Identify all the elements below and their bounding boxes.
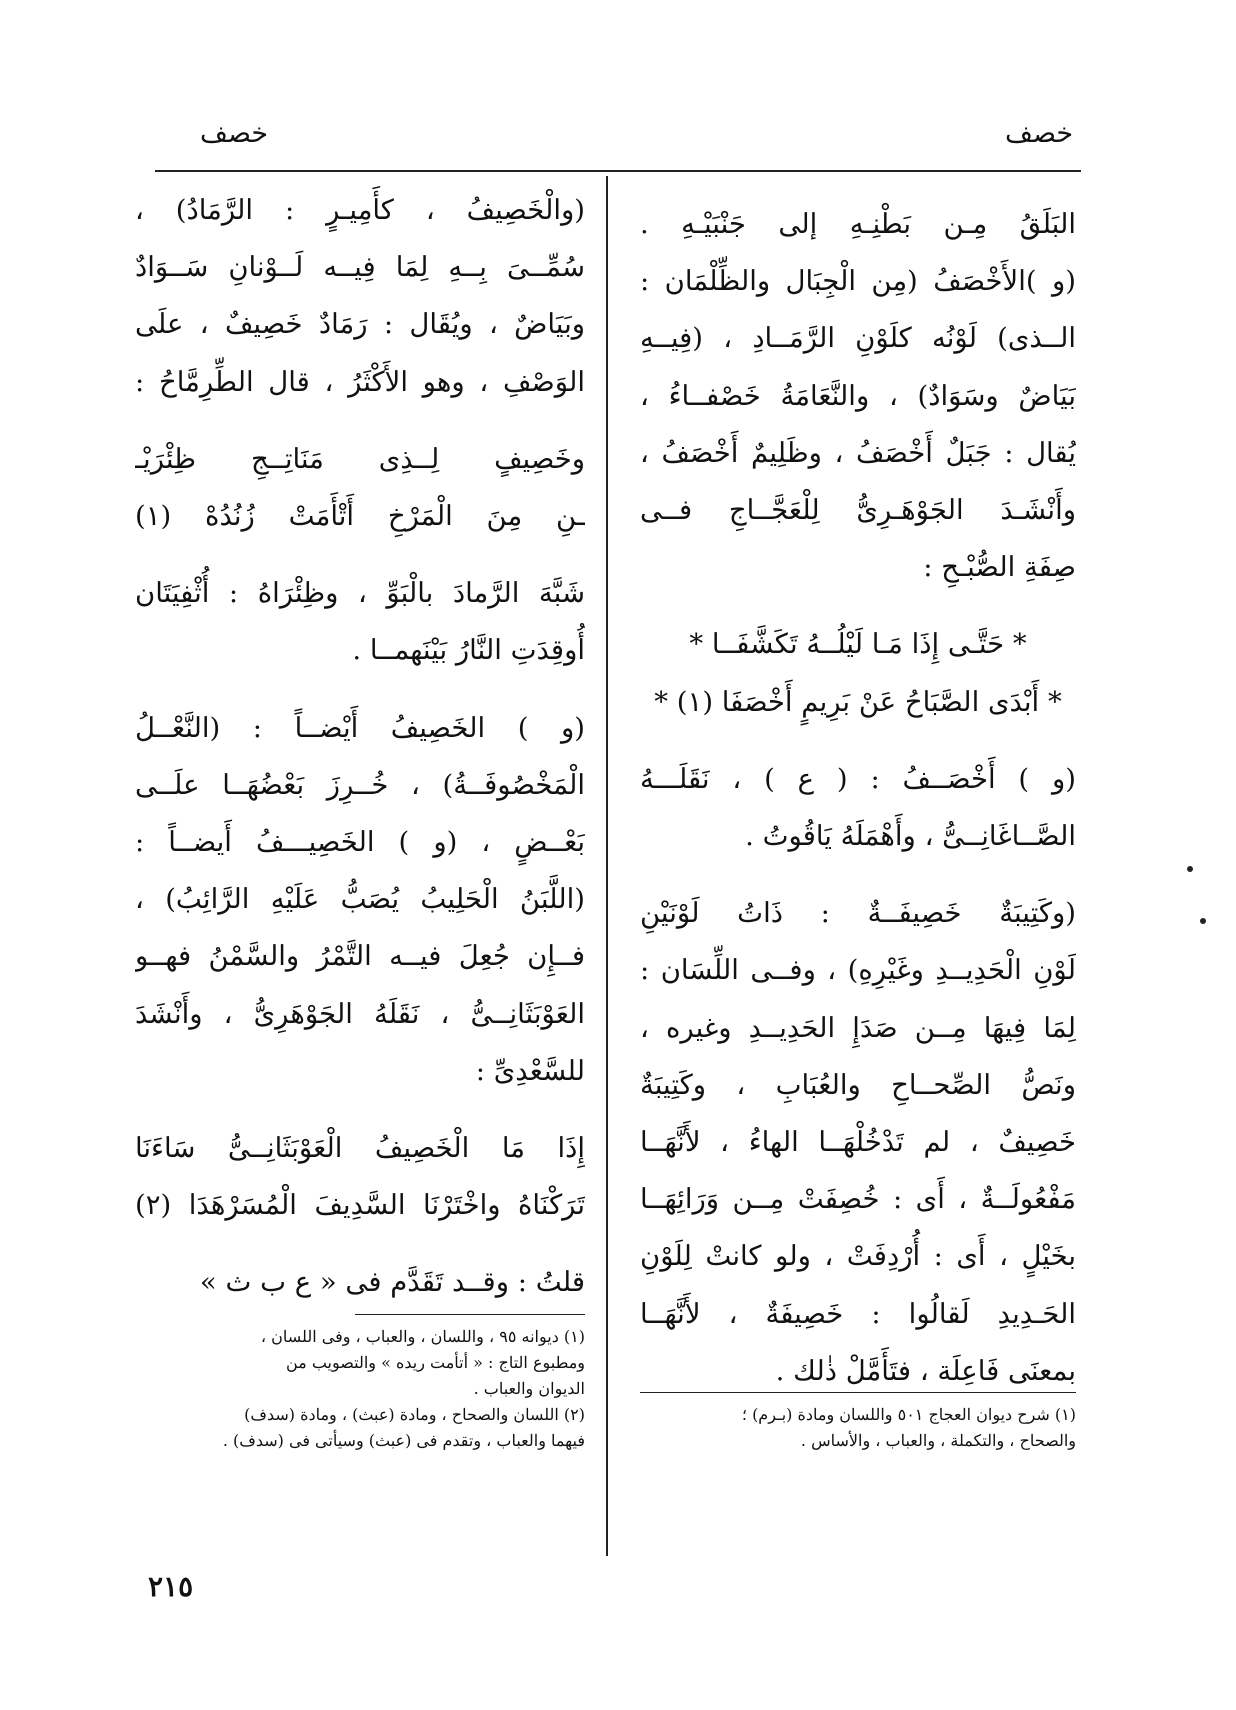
text-line: الصَّــاغَانِــىُّ ، وأَهْمَلَهُ يَاقُوتُ . xyxy=(745,820,1076,853)
text-line: لَوْنِ الْحَدِيــدِ وغَيْرِهِ) ، وفــى اللِّسَان : xyxy=(640,954,1076,987)
text-line: صِفَةِ الصُّبْـحِ : xyxy=(923,551,1076,584)
verse-line: وخَصِيفٍ لِــذِى مَنَاتِــجِ ظِئْرَيْـ xyxy=(135,442,585,475)
footnotes-left xyxy=(135,1324,585,1454)
text-line: الْمَخْصُوفَــةُ) ، خُــرِزَ بَعْضُهَــا علَــى xyxy=(135,768,585,801)
verse-line: * حَتَّـى إِذَا مَـا لَيْلُــهُ تَكَشَّفَــا * xyxy=(689,628,1027,661)
text-line: سُمِّــىَ بِــهِ لِمَا فِيــه لَــوْنانِ سَــوَادٌ xyxy=(135,251,585,284)
footnote-line: الديوان والعباب . xyxy=(473,1379,585,1398)
verse-line: * أَبْدَى الصَّبَاحُ عَنْ بَرِيمٍ أَخْصَفَا (١) * xyxy=(654,685,1062,718)
text-line: بَعْــضٍ ، (و ) الخَصِيـــفُ أَيضــاً : xyxy=(135,826,585,859)
text-line: وبَيَاضٌ ، ويُقَال : رَمَادٌ خَصِيفٌ ، علَى xyxy=(135,308,585,341)
text-line: بَيَاضٌ وسَوَادٌ) ، والنَّعَامَةُ خَصْفــاءُ ، xyxy=(640,379,1076,412)
text-line: (و )الأَخْصَفُ (مِن الْجِبَال والظِّلْمَان : xyxy=(640,265,1076,298)
header-rule xyxy=(155,170,1081,172)
footnote-rule-right xyxy=(640,1392,1076,1393)
text-line: أُوقِدَتِ النَّارُ بَيْنَهمــا . xyxy=(352,634,585,667)
footnote-line: والصحاح ، والتكملة ، والعباب ، والأساس . xyxy=(800,1431,1076,1450)
footnote-line: ومطبوع التاج : « أتأمت ريده » والتصويب من xyxy=(285,1353,585,1372)
verse-line: تَرَكْنَاهُ واخْتَرْنَا السَّدِيفَ الْمُسَرْهَدَا (٢) xyxy=(135,1189,585,1222)
text-line: العَوْبَثَانِــىُّ ، نَقَلَهُ الجَوْهَرِىُّ ، وأَنْشَدَ xyxy=(135,997,585,1030)
text-line: بمعنَى فَاعِلَة ، فتَأَمَّلْ ذٰلك . xyxy=(775,1354,1076,1387)
margin-mark xyxy=(1187,866,1193,872)
text-line: شَبَّهَ الرَّمادَ بالْبَوِّ ، وظِئْرَاهُ : أُثْفِيَتَان xyxy=(135,577,585,610)
text-line: لِمَا فِيهَا مِــن صَدَإِ الحَدِيــدِ وغيره ، xyxy=(640,1011,1076,1044)
footnote-rule-left xyxy=(355,1314,585,1315)
text-line: الوَصْفِ ، وهو الأَكْثَرُ ، قال الطِّرِمَّاحُ : xyxy=(135,365,585,398)
footnote-line: (١) شرح ديوان العجاج ٥٠١ واللسان ومادة (بـرم) ؛ xyxy=(741,1405,1076,1424)
text-line: قلتُ : وقــد تَقَدَّم فى « ع ب ث » xyxy=(199,1266,585,1299)
text-line: خَصِيفٌ ، لم تَدْخُلْهَــا الهاءُ ، لأَنَّهَــا xyxy=(640,1126,1076,1159)
margin-mark xyxy=(1200,918,1206,924)
text-line: البَلَقُ مِـن بَطْنِـهِ إلى جَنْبَيْـهِ . xyxy=(640,208,1076,240)
text-line: الــذى) لَوْنُه كلَوْنِ الرَّمَــادِ ، (فِيــهِ xyxy=(640,322,1076,355)
right-column xyxy=(640,196,1076,1400)
page-number: ٢١٥ xyxy=(148,1570,194,1603)
text-line: بخَيْلٍ ، أَى : أُرْدِفَتْ ، ولو كانتْ لِلَوْنِ xyxy=(640,1240,1076,1273)
running-header-left: خصف xyxy=(200,118,269,149)
footnote-line: (٢) اللسان والصحاح ، ومادة (عبث) ، ومادة (سدف) xyxy=(244,1405,585,1424)
text-line: (وكَتِيبَةٌ خَصِيفَــةٌ : ذَاتُ لَوْنَيْنِ xyxy=(640,897,1076,930)
footnotes-right xyxy=(650,1402,1076,1454)
text-line: ونَصُّ الصِّحــاحِ والعُبَابِ ، وكَتِيبَةٌ xyxy=(640,1068,1076,1101)
text-line: فــإِن جُعِلَ فيــه التَّمْرُ والسَّمْنُ فهــو xyxy=(135,940,585,973)
column-divider xyxy=(606,176,608,1556)
verse-line: ـنِ مِنَ الْمَرْخِ أَتْأَمَتْ زُنُدُهْ (١) xyxy=(135,500,585,533)
footnote-line: (١) ديوانه ٩٥ ، واللسان ، والعباب ، وفى اللسان ، xyxy=(260,1327,585,1346)
verse-line: إِذَا مَا الْخَصِيفُ الْعَوْبَثَانِــىُّ سَاءَنَا xyxy=(135,1132,585,1165)
text-line: (و ) أَخْصَــفُ : ( ع ) ، نَقَلَـــهُ xyxy=(640,762,1076,795)
text-line: للسَّعْدِىِّ : xyxy=(475,1054,585,1087)
text-line: (و ) الخَصِيفُ أَيْضــاً : (النَّعْــلُ xyxy=(135,711,585,744)
text-line: يُقال : جَبَلٌ أَخْصَفُ ، وظَلِيمٌ أَخْصَفُ ، xyxy=(640,436,1076,469)
text-line: الحَـدِيدِ لَقالُوا : خَصِيفَةٌ ، لأَنَّهَــا xyxy=(640,1297,1076,1330)
text-line: (اللَّبَنُ الْحَلِيبُ يُصَبُّ عَلَيْهِ الرَّائِبُ) ، xyxy=(135,883,585,916)
footnote-line: فيهما والعباب ، وتقدم فى (عبث) وسيأتى فى (سدف) . xyxy=(222,1431,585,1450)
text-line: (والْخَصِيفُ ، كأَمِيـرٍ : الرَّمَادُ) ، xyxy=(135,194,585,226)
text-line: وأَنْشَـدَ الجَوْهَـرِىُّ لِلْعَجَّــاجِ فــى xyxy=(640,494,1076,527)
running-header-right: خصف xyxy=(1005,118,1074,149)
left-column xyxy=(135,182,585,1312)
text-line: مَفْعُولَــةٌ ، أَى : خُصِفَتْ مِــن وَرَائِهَــا xyxy=(640,1183,1076,1216)
